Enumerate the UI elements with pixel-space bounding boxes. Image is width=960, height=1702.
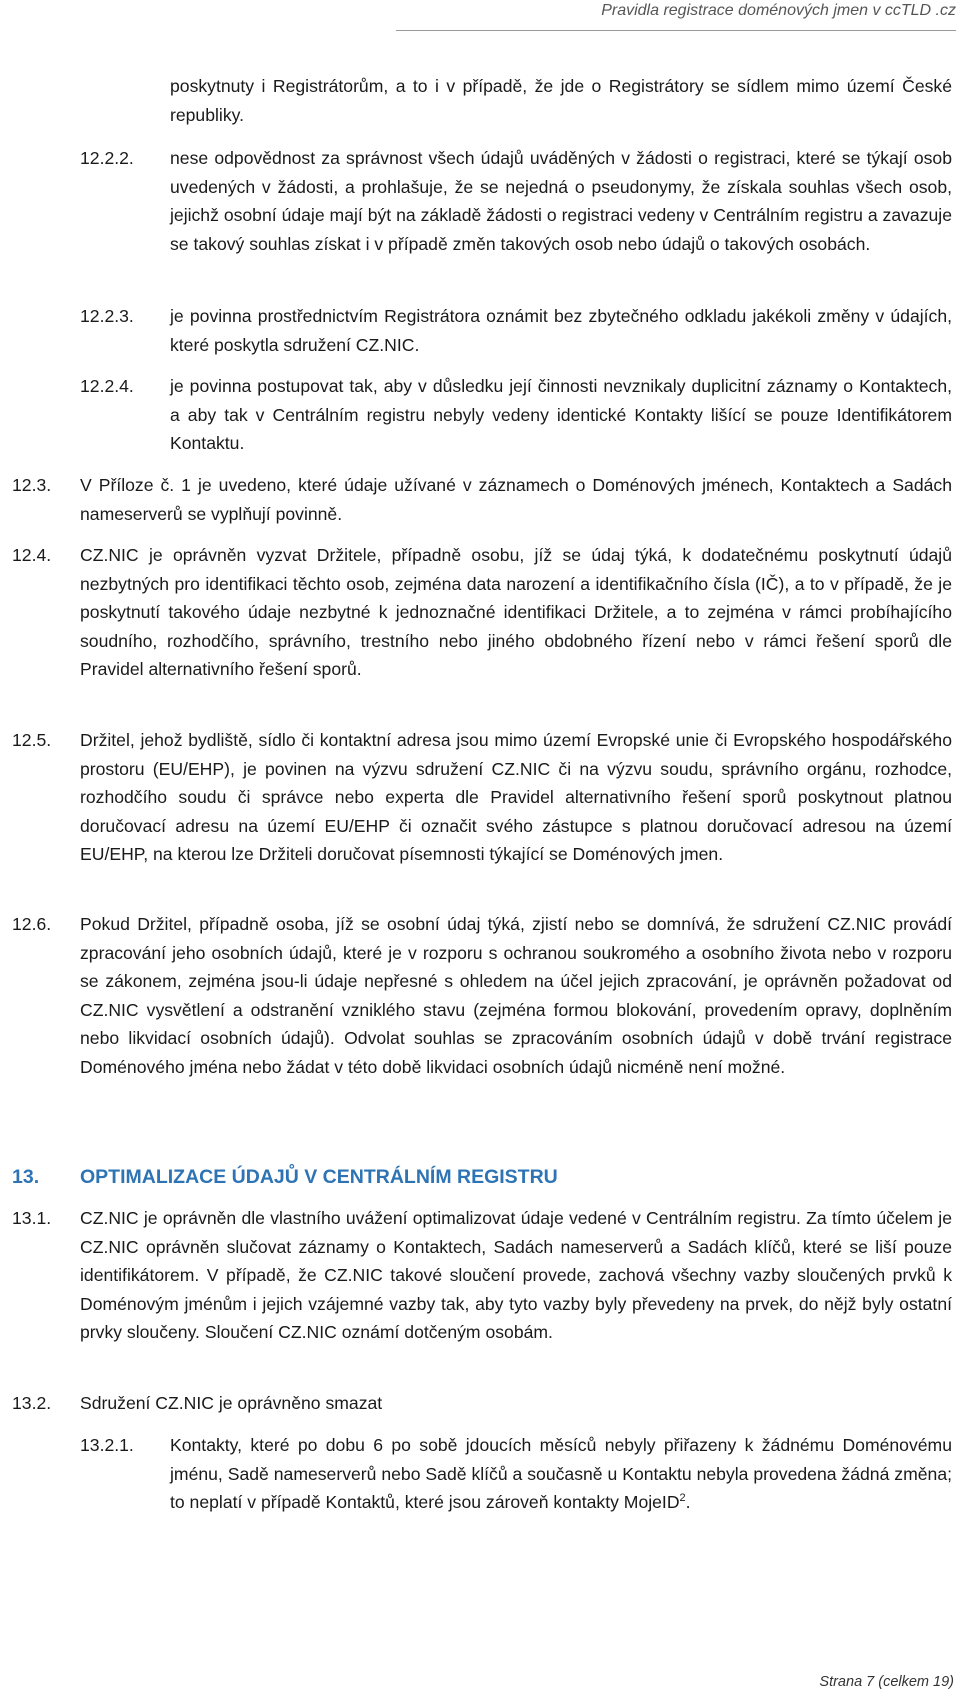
clause-text-12-6: Pokud Držitel, případně osoba, jíž se osobní údaj týká, zjistí nebo se domnívá, že sdružení CZ.NIC provádí zpracování jeho osobních údajů, které je v rozporu s ochranou soukromého a osobního života nebo v rozporu se zákonem, zejména jsou-li údaje nepřesné s ohledem na účel jejich zpracování, je oprávněn požadovat od CZ.NIC vysvětlení a odstranění vzniklého stavu (zejména formou blokování, provedením opravy, doplněním nebo likvidací osobních údajů). Odvolat souhlas se zpracováním osobních údajů v době trvání registrace Doménového jména nebo žádat v této době likvidaci osobních údajů nicméně není možné. bbox=[80, 914, 952, 1077]
clause-text-12-2-2: nese odpovědnost za správnost všech údajů uváděných v žádosti o registraci, které se týkají osob uvedených v žádosti, a prohlašuje, že se nejedná o pseudonymy, že získala souhlas všech osob, jejichž osobní údaje mají být na základě žádosti o registraci vedeny v Centrálním registru a zavazuje se takový souhlas získat i v případě změn takových osob nebo údajů o takových osobách. bbox=[170, 148, 952, 254]
clause-text-13-2-1 bbox=[170, 1431, 952, 1517]
clause-text-12-3: V Příloze č. 1 je uvedeno, které údaje užívané v záznamech o Doménových jménech, Kontaktech a Sadách nameserverů se vyplňují povinně. bbox=[80, 475, 952, 524]
clause-number-12-2-3: 12.2.3. bbox=[80, 306, 134, 326]
clause-text-13-2-1-end: . bbox=[685, 1492, 691, 1513]
clause-number-12-2-4: 12.2.4. bbox=[80, 376, 134, 396]
clause-number-12-4: 12.4. bbox=[12, 545, 52, 565]
clause-number-12-6: 12.6. bbox=[12, 914, 52, 934]
clause-text-12-5: Držitel, jehož bydliště, sídlo či kontaktní adresa jsou mimo území Evropské unie či Evropského hospodářského prostoru (EU/EHP), je povinen na výzvu sdružení CZ.NIC či na výzvu soudu, správního orgánu, rozhodce, rozhodčího soudu či správce nebo experta dle Pravidel alternativního řešení sporů poskytnout platnou doručovací adresu na území EU/EHP či označit svého zástupce s platnou doručovací adresou na území EU/EHP, na kterou lze Držiteli doručovat písemnosti týkající se Doménových jmen. bbox=[80, 730, 952, 865]
clause-text-13-1: CZ.NIC je oprávněn dle vlastního uvážení optimalizovat údaje vedené v Centrálním registru. Za tímto účelem je CZ.NIC oprávněn slučovat záznamy o Kontaktech, Sadách nameserverů a Sadách klíčů, které se liší pouze identifikátorem. V případě, že CZ.NIC takové sloučení provede, zachová všechny vazby sloučených prvků k Doménovým jménům i jejich vzájemné vazby tak, aby tyto vazby byly převedeny na prvek, do nějž byly ostatní prvky sloučeny. Sloučení CZ.NIC oznámí dotčeným osobám. bbox=[80, 1208, 952, 1343]
clause-number-13-2: 13.2. bbox=[12, 1393, 52, 1413]
paragraph-continuation: poskytnuty i Registrátorům, a to i v případě, že jde o Registrátory se sídlem mimo území České republiky. bbox=[170, 76, 952, 125]
clause-text-13-2-1-body: Kontakty, které po dobu 6 po sobě jdoucích měsíců nebyly přiřazeny k žádnému Doménovému jménu, Sadě nameserverů nebo Sadě klíčů a současně u Kontaktu nebyla provedena žádná změna; to neplatí v případě Kontaktů, které jsou zároveň kontakty MojeID bbox=[170, 1435, 952, 1513]
page-number-footer: Strana 7 (celkem 19) bbox=[819, 1674, 954, 1690]
section-heading-number: 13. bbox=[12, 1166, 40, 1188]
section-heading-title: OPTIMALIZACE ÚDAJŮ V CENTRÁLNÍM REGISTRU bbox=[80, 1166, 558, 1188]
clause-number-13-1: 13.1. bbox=[12, 1208, 52, 1228]
clause-number-12-5: 12.5. bbox=[12, 730, 52, 750]
page-header-title: Pravidla registrace doménových jmen v ccTLD .cz bbox=[601, 2, 956, 19]
clause-text-12-2-4: je povinna postupovat tak, aby v důsledku její činnosti nevznikaly duplicitní záznamy o Kontaktech, a aby tak v Centrálním registru nebyly vedeny identické Kontakty lišící se pouze Identifikátorem Kontaktu. bbox=[170, 376, 952, 454]
section-heading-13 bbox=[12, 1162, 558, 1192]
clause-number-12-2-2: 12.2.2. bbox=[80, 148, 134, 168]
clause-text-12-2-3: je povinna prostřednictvím Registrátora oznámit bez zbytečného odkladu jakékoli změny v údajích, které poskytla sdružení CZ.NIC. bbox=[170, 306, 952, 355]
clause-number-12-3: 12.3. bbox=[12, 475, 52, 495]
clause-number-13-2-1: 13.2.1. bbox=[80, 1435, 134, 1455]
clause-text-12-4: CZ.NIC je oprávněn vyzvat Držitele, případně osobu, jíž se údaj týká, k dodatečnému poskytnutí údajů nezbytných pro identifikaci těchto osob, zejména data narození a identifikačního čísla (IČ), a to v případě, že je poskytnutí takového údaje nezbytné k jednoznačné identifikaci Držitele, a to zejména v rámci probíhajícího soudního, rozhodčího, správního, trestního nebo jiného obdobného řízení nebo v rámci řešení sporů dle Pravidel alternativního řešení sporů. bbox=[80, 545, 952, 680]
header-divider bbox=[396, 30, 956, 31]
footnote-reference[interactable]: 2 bbox=[679, 1492, 686, 1505]
clause-text-13-2: Sdružení CZ.NIC je oprávněno smazat bbox=[80, 1393, 383, 1413]
